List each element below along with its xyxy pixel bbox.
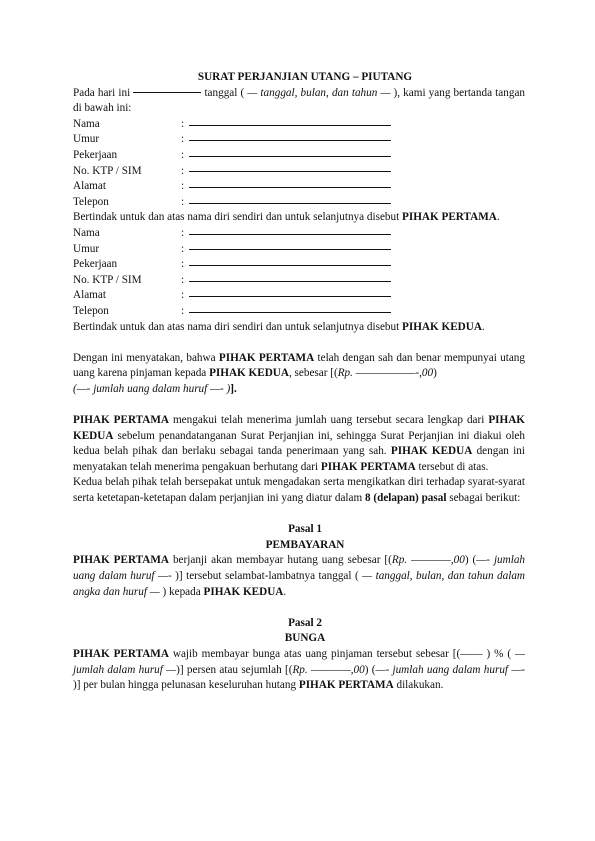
- party-name: PIHAK KEDUA: [203, 585, 284, 598]
- pasal-2-number: Pasal 2: [288, 616, 322, 629]
- field-label: Telepon: [73, 195, 109, 208]
- opening-paragraph: [73, 86, 525, 117]
- field-row: [73, 117, 525, 133]
- first-party-fields: [73, 117, 525, 211]
- field-row: [73, 148, 525, 164]
- pasal-1-number: Pasal 1: [288, 523, 322, 536]
- field-row: [73, 242, 525, 258]
- day-blank-line: [133, 92, 201, 93]
- field-row: [73, 132, 525, 148]
- pasal-1-body: PIHAK PERTAMA berjanji akan membayar hutang uang sebesar [(Rp. ————,00) (—- jumlah uang dalam huruf —- )] tersebut selambat-lambatnya tanggal ( — tanggal, bulan, dan tahun dalam angka dan huruf — ) kepada PIHAK KEDUA.: [73, 554, 526, 598]
- field-blank-line: [189, 203, 391, 204]
- pasal-count: 8 (delapan) pasal: [365, 492, 447, 505]
- party-name: PIHAK PERTAMA: [73, 554, 169, 567]
- party-name: PIHAK PERTAMA: [73, 647, 169, 660]
- party-name: PIHAK PERTAMA: [73, 414, 169, 427]
- party-name: PIHAK PERTAMA: [320, 460, 416, 473]
- field-colon: :: [181, 148, 185, 161]
- amount-words-placeholder: —- jumlah uang dalam huruf —-: [375, 663, 525, 676]
- field-colon: :: [181, 242, 185, 255]
- party-name: PIHAK PERTAMA: [218, 351, 315, 364]
- amount-placeholder: Rp. ————,00: [391, 554, 465, 567]
- field-label: Alamat: [73, 289, 106, 302]
- amount-placeholder: Rp. ——————-,00: [337, 367, 434, 380]
- party-name: PIHAK KEDUA: [209, 367, 289, 380]
- field-colon: :: [181, 180, 185, 193]
- field-blank-line: [189, 140, 391, 141]
- field-row: [73, 273, 525, 289]
- field-colon: :: [181, 195, 185, 208]
- field-colon: :: [181, 258, 185, 271]
- second-party-statement: Bertindak untuk dan atas nama diri sendiri dan untuk selanjutnya disebut PIHAK KEDUA.: [73, 320, 485, 333]
- field-row: [73, 288, 525, 304]
- amount-placeholder: Rp. ————,00: [292, 663, 365, 676]
- field-label: Umur: [73, 242, 100, 255]
- agreement-paragraph: Kedua belah pihak telah bersepakat untuk mengadakan serta mengikatkan diri terhadap syarat-syarat serta ketetapan-ketetapan dalam perjanjian ini yang diatur dalam 8 (delapan) pasal sebagai berikut:: [73, 476, 525, 505]
- field-row: [73, 304, 525, 320]
- field-row: [73, 179, 525, 195]
- amount-words-placeholder: —- jumlah uang dalam huruf —-: [73, 554, 526, 582]
- field-label: No. KTP / SIM: [73, 164, 142, 177]
- field-blank-line: [189, 249, 391, 250]
- field-colon: :: [181, 133, 185, 146]
- field-label: Pekerjaan: [73, 258, 118, 271]
- field-blank-line: [189, 125, 391, 126]
- field-colon: :: [181, 164, 185, 177]
- field-colon: :: [181, 273, 185, 286]
- field-blank-line: [189, 281, 391, 282]
- field-row: [73, 226, 525, 242]
- opening-text: tanggal (: [204, 86, 245, 99]
- field-row: [73, 195, 525, 211]
- field-blank-line: [189, 171, 391, 172]
- field-blank-line: [189, 234, 391, 235]
- party-name: PIHAK KEDUA: [73, 414, 525, 442]
- field-label: Umur: [73, 133, 100, 146]
- opening-text: Pada hari ini: [73, 86, 131, 99]
- field-blank-line: [189, 296, 391, 297]
- party-name: PIHAK PERTAMA: [402, 211, 497, 224]
- date-placeholder: — tanggal, bulan, dan tahun —: [247, 86, 391, 99]
- field-label: Pekerjaan: [73, 148, 118, 161]
- percent-words-placeholder: — jumlah dalam huruf —: [73, 647, 525, 676]
- field-colon: :: [181, 226, 185, 239]
- date-placeholder: — tanggal, bulan, dan tahun dalam angka dan huruf —: [73, 570, 525, 598]
- field-colon: :: [181, 304, 185, 317]
- party-name: PIHAK KEDUA: [402, 320, 482, 333]
- pasal-1-heading: PEMBAYARAN: [265, 538, 345, 551]
- document-title: SURAT PERJANJIAN UTANG – PIUTANG: [197, 71, 413, 83]
- declaration-paragraph: Dengan ini menyatakan, bahwa PIHAK PERTAMA telah dengan sah dan benar mempunyai utang uang karena pinjaman kepada PIHAK KEDUA, sebesar [(Rp. ——————-,00) (—- jumlah uang dalam huruf —- )].: [73, 351, 525, 395]
- field-blank-line: [189, 265, 391, 266]
- field-blank-line: [189, 156, 391, 157]
- field-label: Nama: [73, 117, 100, 130]
- field-blank-line: [189, 312, 391, 313]
- pasal-2-body: PIHAK PERTAMA wajib membayar bunga atas uang pinjaman tersebut sebesar [(—— ) % ( — jumlah dalam huruf —)] persen atau sejumlah [(Rp. ————,00) (—- jumlah uang dalam huruf —- )] per bulan hingga pelunasan keseluruhan hutang PIHAK PERTAMA dilakukan.: [73, 647, 525, 692]
- second-party-fields: [73, 226, 525, 320]
- pasal-2-heading: BUNGA: [284, 632, 326, 645]
- first-party-statement: Bertindak untuk dan atas nama diri sendiri dan untuk selanjutnya disebut PIHAK PERTAMA.: [73, 211, 500, 224]
- amount-words-placeholder: (—- jumlah uang dalam huruf —- ): [73, 382, 231, 395]
- field-label: Telepon: [73, 304, 109, 317]
- field-blank-line: [189, 187, 391, 188]
- acknowledgement-paragraph: PIHAK PERTAMA mengakui telah menerima jumlah uang tersebut secara lengkap dari PIHAK KEDUA sebelum penandatanganan Surat Perjanjian ini, sehingga Surat Perjanjian ini diakui oleh kedua belah pihak dan berlaku sebagai tanda penerimaan yang sah. PIHAK KEDUA dengan ini menyatakan telah menerima pengakuan berhutang dari PIHAK PERTAMA tersebut di atas.: [73, 414, 525, 473]
- field-colon: :: [181, 289, 185, 302]
- field-colon: :: [181, 117, 185, 130]
- opening-text: ), kami yang bertanda tangan di bawah ini:: [73, 86, 525, 115]
- field-label: No. KTP / SIM: [73, 273, 142, 286]
- party-name: PIHAK PERTAMA: [298, 679, 394, 692]
- field-label: Alamat: [73, 180, 106, 193]
- field-row: [73, 164, 525, 180]
- field-label: Nama: [73, 226, 100, 239]
- party-name: PIHAK KEDUA: [390, 445, 473, 458]
- field-row: [73, 257, 525, 273]
